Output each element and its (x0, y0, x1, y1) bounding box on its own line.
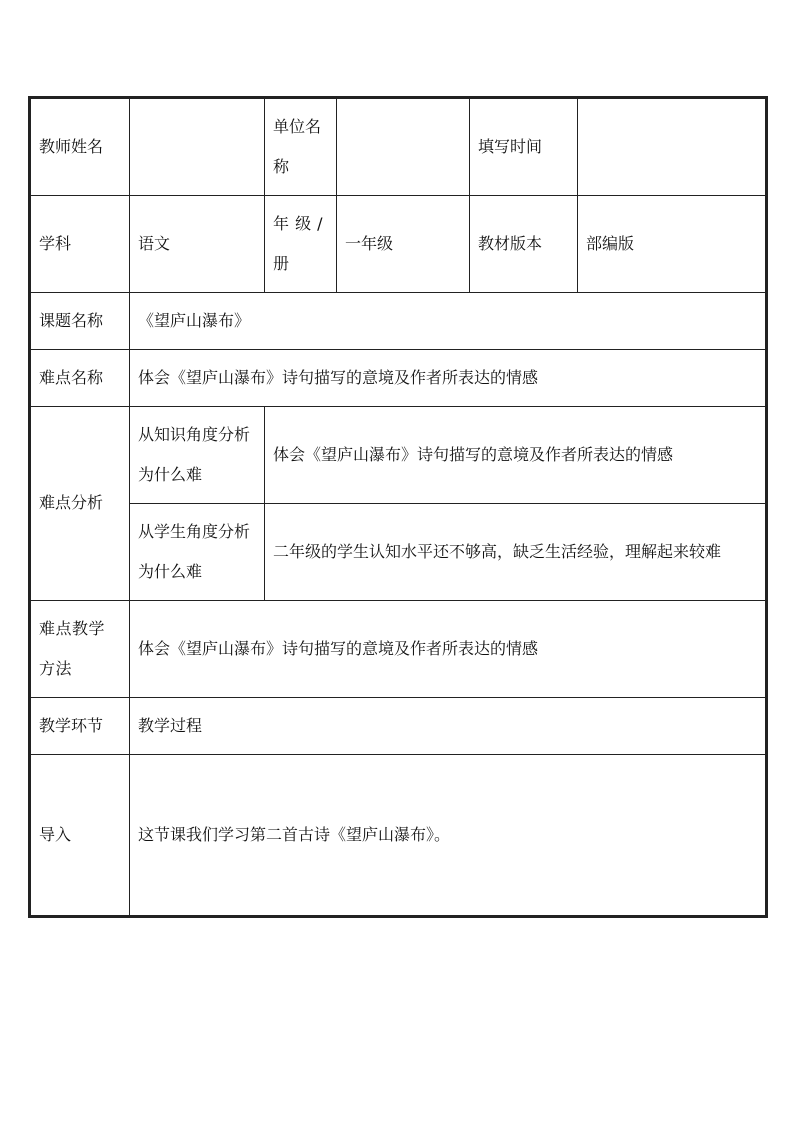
subject-row (30, 196, 767, 293)
teacher-name-label: 教师姓名 (30, 98, 130, 196)
intro-row (30, 755, 767, 917)
fill-time-label: 填写时间 (470, 98, 578, 196)
header-row (30, 98, 767, 196)
unit-name-label: 单位名称 (265, 98, 337, 196)
fill-time-value[interactable] (578, 98, 767, 196)
analysis-student-label: 从学生角度分析为什么难 (130, 504, 265, 601)
textbook-value: 部编版 (578, 196, 767, 293)
analysis-knowledge-label: 从知识角度分析为什么难 (130, 407, 265, 504)
analysis-student-value: 二年级的学生认知水平还不够高，缺乏生活经验，理解起来较难 (265, 504, 767, 601)
difficulty-value: 体会《望庐山瀑布》诗句描写的意境及作者所表达的情感 (130, 350, 767, 407)
difficulty-row (30, 350, 767, 407)
method-value: 体会《望庐山瀑布》诗句描写的意境及作者所表达的情感 (130, 601, 767, 698)
analysis-student-row (30, 504, 767, 601)
analysis-label: 难点分析 (30, 407, 130, 601)
subject-label: 学科 (30, 196, 130, 293)
textbook-label: 教材版本 (470, 196, 578, 293)
intro-label: 导入 (30, 755, 130, 917)
lesson-title-value: 《望庐山瀑布》 (130, 293, 767, 350)
teacher-name-value[interactable] (130, 98, 265, 196)
lesson-plan-table (28, 96, 768, 918)
grade-label: 年 级 / 册 (265, 196, 337, 293)
difficulty-label: 难点名称 (30, 350, 130, 407)
method-label: 难点教学方法 (30, 601, 130, 698)
analysis-knowledge-value: 体会《望庐山瀑布》诗句描写的意境及作者所表达的情感 (265, 407, 767, 504)
unit-name-value[interactable] (337, 98, 470, 196)
lesson-title-row (30, 293, 767, 350)
method-row (30, 601, 767, 698)
intro-value: 这节课我们学习第二首古诗《望庐山瀑布》。 (130, 755, 767, 917)
analysis-knowledge-row (30, 407, 767, 504)
process-label: 教学过程 (130, 698, 767, 755)
process-header-row (30, 698, 767, 755)
subject-value: 语文 (130, 196, 265, 293)
grade-value: 一年级 (337, 196, 470, 293)
lesson-title-label: 课题名称 (30, 293, 130, 350)
stage-label: 教学环节 (30, 698, 130, 755)
